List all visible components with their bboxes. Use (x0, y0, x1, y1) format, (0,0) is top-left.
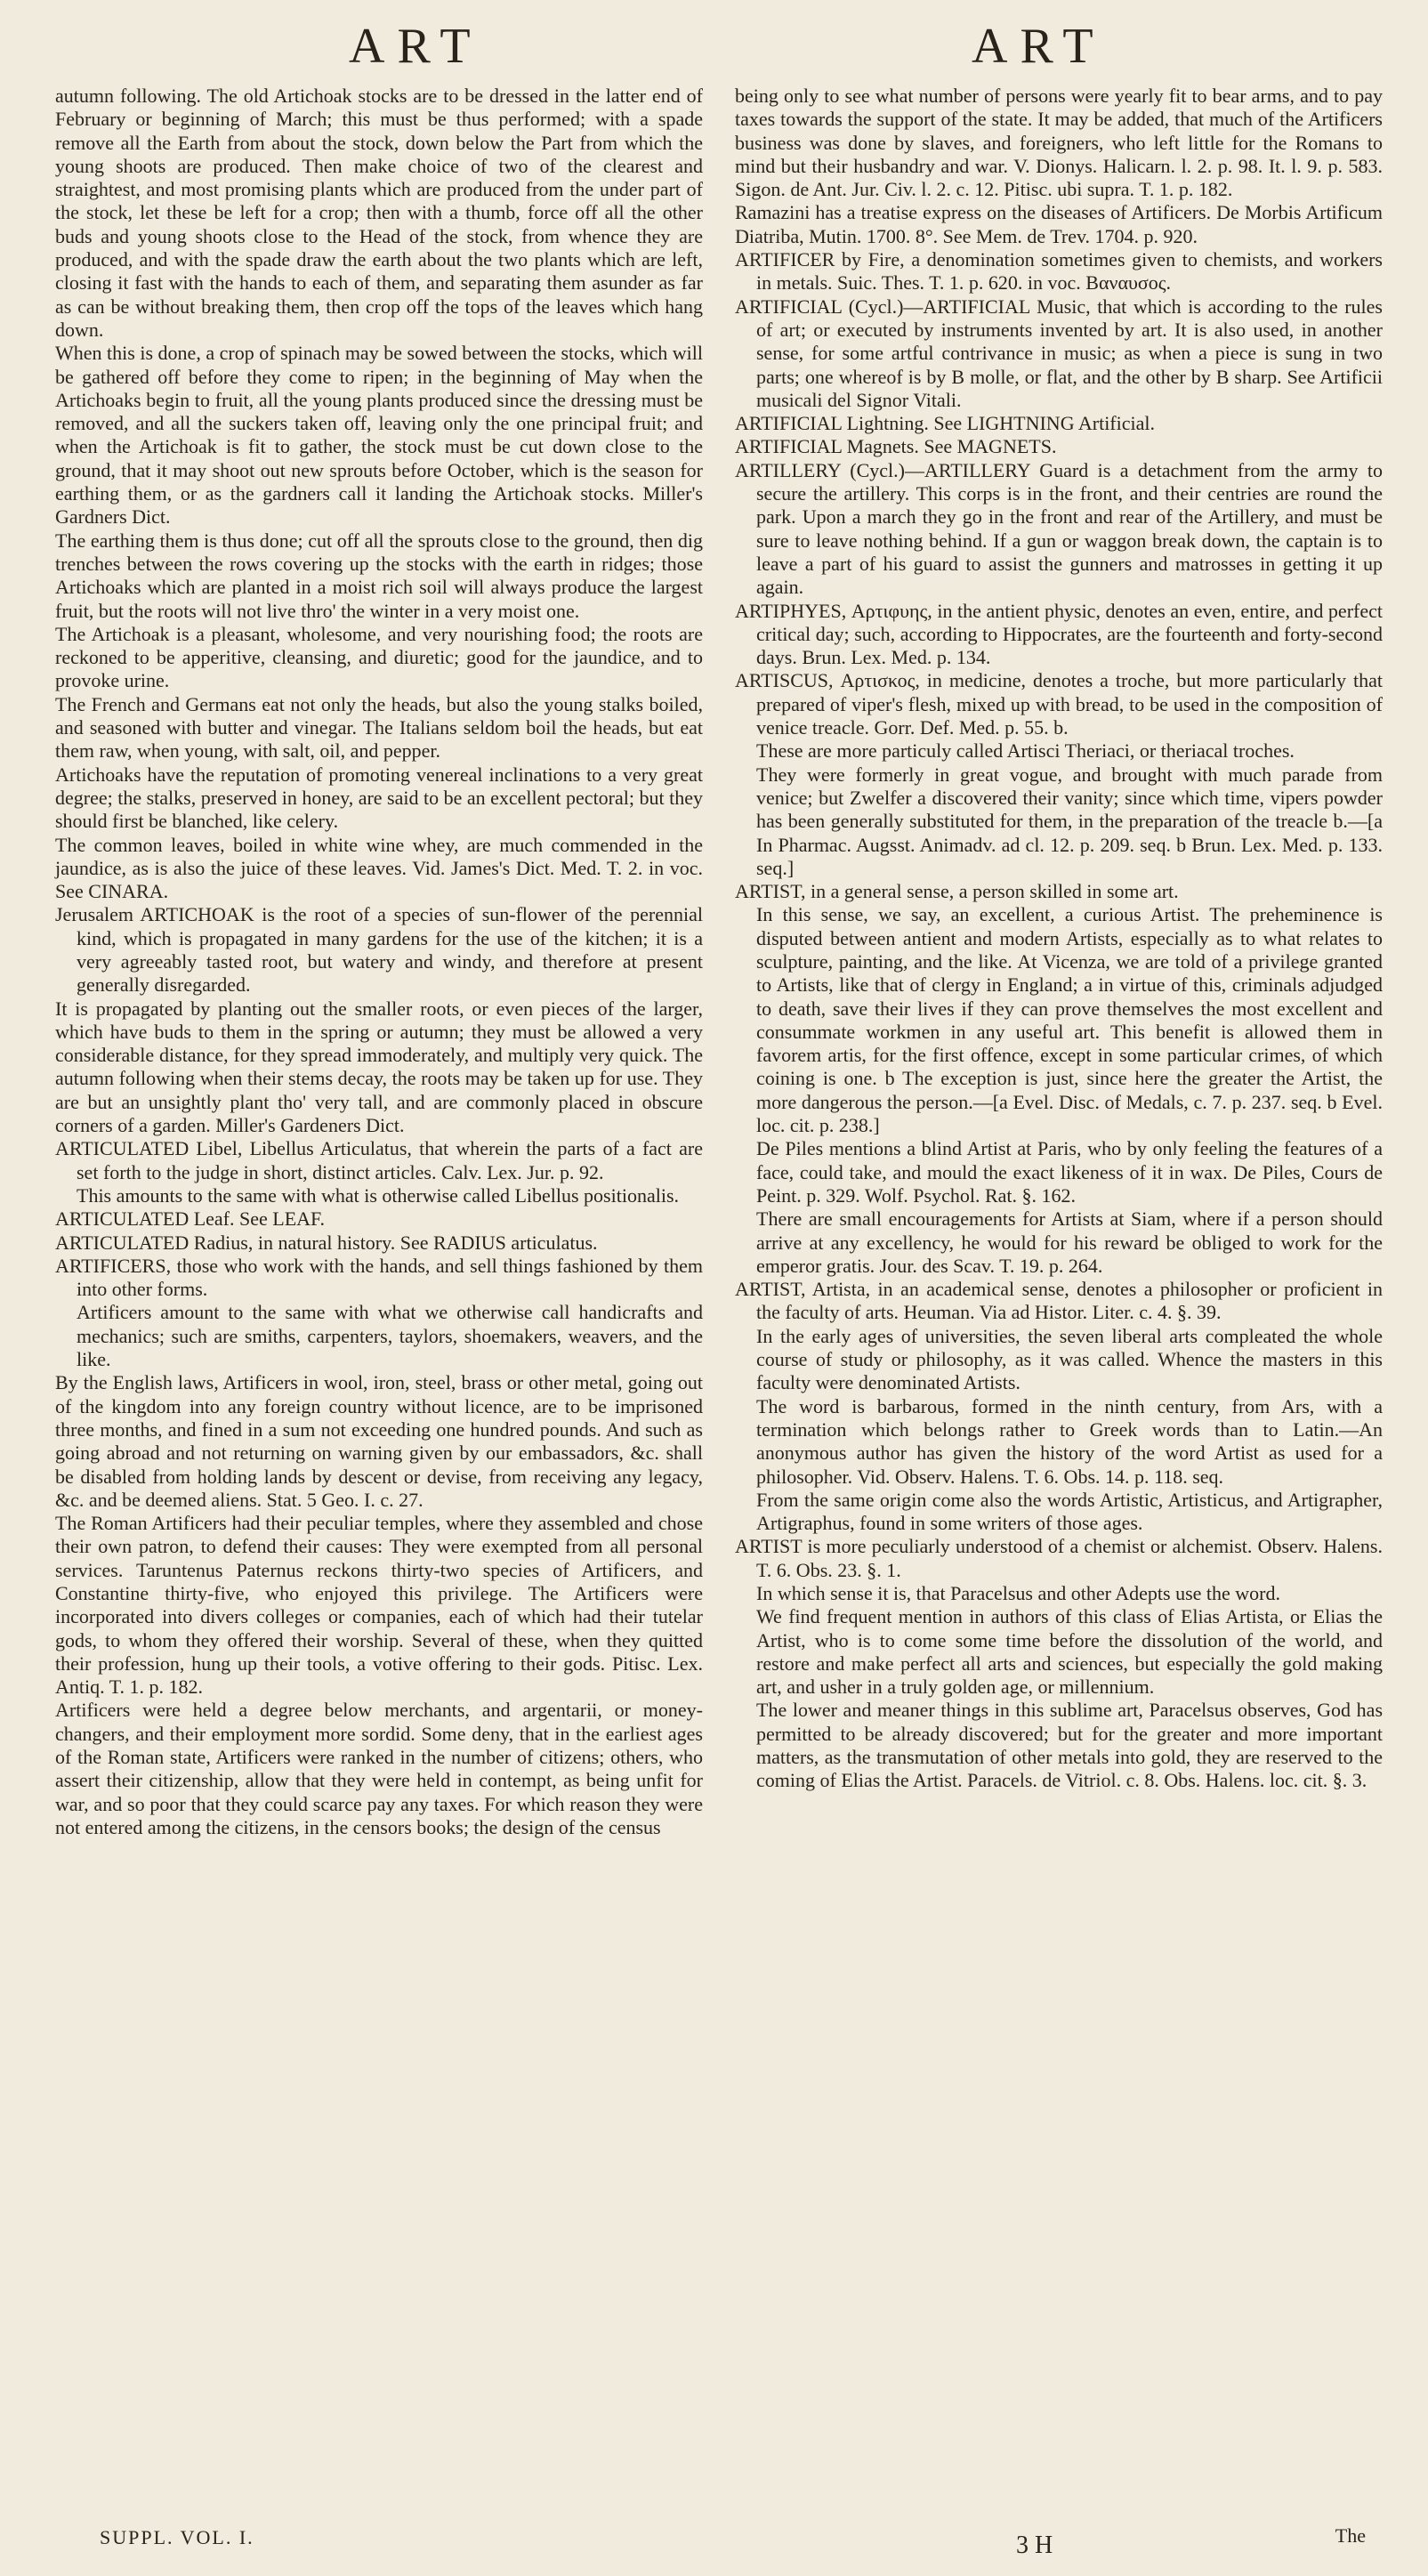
paragraph: being only to see what number of persons were yearly fit to bear arms, and to pay taxes towards the support of the state. It may be added, that much of the Artificers business was done by slaves, and foreigners, who left little for the Romans to mind but their husbandry and war. V. Dionys. Halicarn. l. 2. p. 98. It. l. 9. p. 583. Sigon. de Ant. Jur. Civ. l. 2. c. 12. Pitisc. ubi supra. T. 1. p. 182. (735, 85, 1383, 201)
paragraph: ARTIFICIAL Lightning. See LIGHTNING Artificial. (735, 412, 1156, 435)
paragraph: ARTIPHYES, Αρτιφυης, in the antient physic, denotes an even, entire, and perfect critical day; such, according to Hippocrates, are the fourteenth and forty-second days. Brun. Lex. Med. p. 134. (735, 599, 1383, 669)
paragraph: In which sense it is, that Paracelsus and other Adepts use the word. (756, 1582, 1280, 1604)
paragraph: Ramazini has a treatise express on the diseases of Artificers. De Morbis Artificum Diatriba, Mutin. 1700. 8°. See Mem. de Trev. 1704. p. 920. (735, 201, 1383, 247)
paragraph: ARTIFICER by Fire, a denomination sometimes given to chemists, and workers in metals. Suic. Thes. T. 1. p. 620. in voc. Βαναυσος. (735, 248, 1383, 295)
paragraph: This amounts to the same with what is otherwise called Libellus positionalis. (77, 1183, 680, 1207)
paragraph: autumn following. The old Artichoak stocks are to be dressed in the latter end of February or beginning of March; this must be thus performed; with a spade remove all the Earth from about the stock, down below the Part from which the young shoots are produced. Then make choice of two of the clearest and straightest, and most promising plants which are produced from the under part of the stock, let these be left for a crop; then with a thumb, force off all the other buds and young shoots close to the Head of the stock, from whence they are produced, and with the spade draw the earth about the two plants which are left, closing it fast with the hands to each of them, and separating them asunder as far as can be without breaking them, then crop off the tops of the leaves which hang down. (55, 85, 703, 341)
paragraph: ARTISCUS, Αρτισκος, in medicine, denotes a troche, but more particularly that prepared of viper's flesh, mixed up with bread, to be used in the composition of venice treacle. Gorr. Def. Med. p. 55. b. (735, 669, 1383, 739)
paragraph: They were formerly in great vogue, and brought with much parade from venice; but Zwelfer a discovered their vanity; since which time, vipers powder has been generally substituted for them, in the preparation of the treacle b.—[a In Pharmac. Augsst. Animadv. ad cl. 12. p. 209. seq. b Brun. Lex. Med. p. 133. seq.] (756, 763, 1383, 879)
paragraph: We find frequent mention in authors of this class of Elias Artista, or Elias the Artist, who is to come some time before the dissolution of the world, and restore and make perfect all arts and sciences, but especially the gold making art, and usher in a truly golden age, or millennium. (756, 1605, 1383, 1699)
paragraph: In this sense, we say, an excellent, a curious Artist. The preheminence is disputed between antient and modern Artists, especially as to what relates to sculpture, painting, and the like. At Vicenza, we are told of a privilege granted to Artists, like that of clergy in England; a in virtue of this, criminals adjudged to death, save their lives if they can prove themselves the most excellent and consummate workmen in any useful art. This benefit is allowed them in favorem artis, for the first offence, except in some particular crimes, of which coining is one. b The exception is just, since here the greater the Artist, the more dangerous the person.—[a Evel. Disc. of Medals, c. 7. p. 237. seq. b Evel. loc. cit. p. 238.] (756, 903, 1383, 1137)
paragraph: There are small encouragements for Artists at Siam, where if a person should arrive at any excellency, he would for his reward be obliged to work for the emperor gratis. Jour. des Scav. T. 19. p. 264. (756, 1207, 1383, 1277)
paragraph: From the same origin come also the words Artistic, Artisticus, and Artigrapher, Artigraphus, found in some writers of those ages. (756, 1488, 1383, 1535)
paragraph: The word is barbarous, formed in the ninth century, from Ars, with a termination which belongs rather to Greek words than to Latin.—An anonymous author has given the history of the word Artist as used for a philosopher. Vid. Observ. Halens. T. 6. Obs. 14. p. 118. seq. (756, 1394, 1383, 1488)
paragraph: ARTIST is more peculiarly understood of a chemist or alchemist. Observ. Halens. T. 6. Obs. 23. §. 1. (735, 1535, 1383, 1581)
paragraph: The earthing them is thus done; cut off all the sprouts close to the ground, then dig trenches between the rows covering up the stocks with the earth in ridges; those Artichoaks which are planted in a moist rich soil will always produce the largest fruit, but the roots will not live thro' the winter in a very moist one. (55, 529, 703, 622)
right-column (735, 85, 1383, 1839)
paragraph: ARTIST, Artista, in an academical sense, denotes a philosopher or proficient in the faculty of arts. Heuman. Via ad Histor. Liter. c. 4. §. 39. (735, 1278, 1383, 1324)
text-columns (55, 85, 1384, 1839)
paragraph: In the early ages of universities, the seven liberal arts compleated the whole course of study or philosophy, as it was called. Whence the masters in this faculty were denominated Artists. (756, 1324, 1383, 1394)
paragraph: ARTICULATED Leaf. See LEAF. (55, 1207, 326, 1231)
paragraph: The Roman Artificers had their peculiar temples, where they assembled and chose their own patron, to defend their causes: They were exempted from all personal services. Taruntenus Paternus reckons thirty-two species of Artificers, and Constantine thirty-five, who enjoyed this privilege. The Artificers were incorporated into divers colleges or companies, each of which had their tutelar gods, to whom they offered their worship. Several of these, when they quitted their profession, hung up their tools, a votive offering to their gods. Pitisc. Lex. Antiq. T. 1. p. 182. (55, 1512, 703, 1699)
paragraph: Jerusalem ARTICHOAK is the root of a species of sun-flower of the perennial kind, which is propagated in many gardens for the use of the kitchen; it is a very agreeably tasted root, but watery and windy, and therefore at present generally disregarded. (55, 903, 703, 997)
paragraph: ARTICULATED Libel, Libellus Articulatus, that wherein the parts of a fact are set forth to the judge in short, distinct articles. Calv. Lex. Jur. p. 92. (55, 1137, 703, 1183)
header-right: ART (972, 19, 1106, 74)
page-footer (55, 2523, 1384, 2576)
paragraph: The French and Germans eat not only the heads, but also the young stalks boiled, and seasoned with butter and vinegar. The Italians seldom boil the heads, but eat them raw, when young, with salt, oil, and pepper. (55, 692, 703, 763)
running-header (55, 0, 1384, 85)
paragraph: ARTILLERY (Cycl.)—ARTILLERY Guard is a detachment from the army to secure the artillery. This corps is in the front, and their centries are round the park. Upon a march they go in the front and rear of the Artillery, and must be sure to leave nothing behind. If a gun or waggon break down, the captain is to leave a part of his guard to assist the gunners and matrosses in getting it up again. (735, 458, 1383, 599)
paragraph: The lower and meaner things in this sublime art, Paracelsus observes, God has permitted to be already discovered; but for the greater and more important matters, as the transmutation of other metals into gold, they are reserved to the coming of Elias the Artist. Paracels. de Vitriol. c. 8. Obs. Halens. loc. cit. §. 3. (756, 1699, 1383, 1792)
signature-mark: 3 H (1016, 2532, 1053, 2559)
paragraph: The common leaves, boiled in white wine whey, are much commended in the jaundice, as is also the juice of these leaves. Vid. James's Dict. Med. T. 2. in voc. See CINARA. (55, 833, 703, 903)
paragraph: ARTICULATED Radius, in natural history. See RADIUS articulatus. (55, 1231, 598, 1254)
paragraph: Artificers amount to the same with what we otherwise call handicrafts and mechanics; such are smiths, carpenters, taylors, shoemakers, weavers, and the like. (77, 1301, 703, 1371)
paragraph: It is propagated by planting out the smaller roots, or even pieces of the larger, which have buds to them in the spring or autumn; they must be allowed a very considerable distance, for they spread immoderately, and multiply very quick. The autumn following when their stems decay, the roots may be taken up for use. They are but an unsightly plant tho' very tall, and are commonly placed in obscure corners of a garden. Miller's Gardeners Dict. (55, 997, 703, 1137)
paragraph: By the English laws, Artificers in wool, iron, steel, brass or other metal, going out of the kingdom into any foreign country without licence, are to be imprisoned three months, and fined in a sum not exceeding one hundred pounds. And such as going abroad and not returning on warning given by our embassadors, &c. shall be disabled from holding lands by descent or devise, from receiving any legacy, &c. and be deemed aliens. Stat. 5 Geo. I. c. 27. (55, 1371, 703, 1511)
paragraph: ARTIST, in a general sense, a person skilled in some art. (735, 880, 1179, 903)
paragraph: ARTIFICERS, those who work with the hands, and sell things fashioned by them into other forms. (55, 1254, 703, 1301)
header-left: ART (349, 19, 483, 74)
paragraph: Artichoaks have the reputation of promoting venereal inclinations to a very great degree; the stalks, preserved in honey, are said to be an excellent pectoral; but they should first be blanched, like celery. (55, 763, 703, 833)
catchword: The (1335, 2524, 1366, 2547)
paragraph: When this is done, a crop of spinach may be sowed between the stocks, which will be gathered off before they come to ripen; in the beginning of May when the Artichoaks begin to fruit, all the young plants produced since the dressing must be removed, and all the suckers taken off, leaving only the one principal fruit; and when the Artichoak is fit to gather, the stock must be cut down close to the ground, that it may shoot out new sprouts before October, which is the season for earthing them, or as the gardners call it landing the Artichoak stocks. Miller's Gardners Dict. (55, 342, 703, 529)
left-column (55, 85, 703, 1839)
paragraph: These are more particuly called Artisci Theriaci, or theriacal troches. (756, 739, 1295, 763)
volume-label: SUPPL. VOL. I. (100, 2526, 254, 2548)
paragraph: ARTIFICIAL (Cycl.)—ARTIFICIAL Music, that which is according to the rules of art; or executed by instruments invented by art. It is also used, in another sense, for some artful contrivance in music; as when a piece is sung in two parts; one whereof is by B molle, or flat, and the other by B sharp. See Artificii musicali del Signor Vitali. (735, 295, 1383, 411)
paragraph: De Piles mentions a blind Artist at Paris, who by only feeling the features of a face, could take, and mould the exact likeness of it in wax. De Piles, Cours de Peint. p. 329. Wolf. Psychol. Rat. §. 162. (756, 1137, 1383, 1207)
paragraph: The Artichoak is a pleasant, wholesome, and very nourishing food; the roots are reckoned to be apperitive, cleansing, and diuretic; good for the jaundice, and to provoke urine. (55, 622, 703, 692)
paragraph: Artificers were held a degree below merchants, and argentarii, or money-changers, and their employment more sordid. Some deny, that in the earliest ages of the Roman state, Artificers were ranked in the number of citizens; others, who assert their citizenship, allow that they were held in contempt, as being unfit for war, and so poor that they could scarce pay any taxes. For which reason they were not entered among the citizens, in the censors books; the design of the census (55, 1699, 703, 1838)
paragraph: ARTIFICIAL Magnets. See MAGNETS. (735, 435, 1057, 458)
